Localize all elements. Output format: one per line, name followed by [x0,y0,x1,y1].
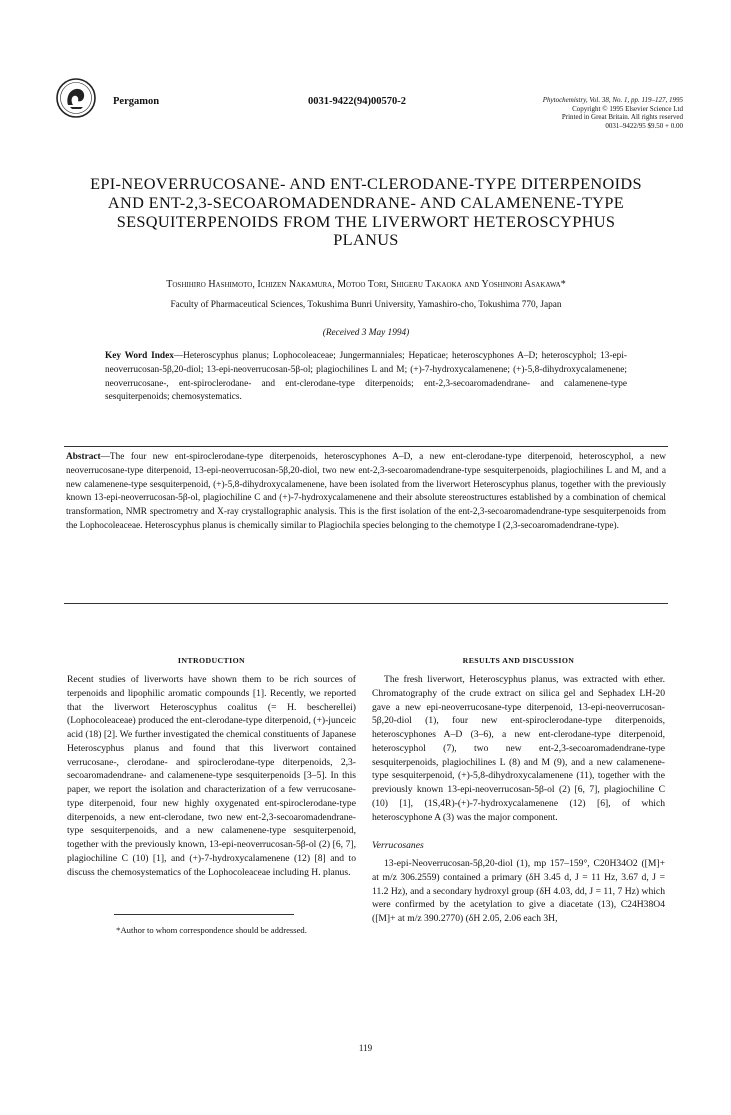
abstract-text: —The four new ent-spiroclerodane-type diterpenoids, heteroscyphones A–D, a new ent-clerodane-type diterpenoid, heteroscyphol, a new neoverrucosane-type diterpenoid, 13-epi-neoverrucosan-5β,20-diol, two new ent-2,3-secoaromadendrane-type sesquiterpenoids, plagiochilines L and M, and a new calamenene-type sesquiterpenoid, (+)-5,8-dihydroxycalamenene, have been isolated from the liverwort Heteroscyphus planus, together with the previously known 13-epi-neoverrucosan-5β-ol, plagiochiline C and (+)-7-hydroxycalamenene and their absolute stereostructures established by a combination of chemical transformation, NMR spectrometry and X-ray crystallographic analysis. This is the first isolation of the ent-2,3-secoaromadendrane-type sesquiterpenoids from the Lophocoleaceae. Heteroscyphus planus is chemically similar to Plagiochila species belonging to the chemotype I (2,3-secoaromadendrane-type). [66,452,666,531]
introduction-text: Recent studies of liverworts have shown them to be rich sources of terpenoids and lipophilic aromatic compounds [1]. Recently, we reported that the liverwort Heteroscyphus coalitus (= H. bescherellei) (Lophocoleaceae) produced the ent-clerodane-type diterpenoid, (+)-junceic acid (18) [2]. We further investigated the chemical constituents of Japanese Heteroscyphus planus and found that this liverwort contained verrucosane-, clerodane- and spiroclerodane-type diterpenoids, 2,3-secoaromadendrane- and calamenene-type sesquiterpenoids [3–5]. In this paper, we report the isolation and characterization of a few verrucosane-type diterpenoid, four new highly oxygenated ent-spiroclerodane-type diterpenoids, a new ent-clerodane, two new ent-2,3-secoaromadendrane-type sesquiterpenoids, and a new calamenene-type sesquiterpenoid, together with the previously known, 13-epi-neoverrucosan-5β-ol (2) [6, 7], plagiochiline C (10) [1], and (+)-7-hydroxycalamenene (12) [8] and to discuss the chemosystematics of the Lophocoleaceae including H. planus. [67,674,356,878]
keyword-text: —Heteroscyphus planus; Lophocoleaceae; Jungermanniales; Hepaticae; heteroscyphones A–D; heteroscyphol; 13-epi-neoverrucosan-5β,20-diol; 13-epi-neoverrucosan-5β-ol; plagiochilines L and M; (+)-7-hydroxycalamenene; (+)-5,8-dihydroxycalamenene; neoverrucosane-, ent-spiroclerodane- and ent-clerodane-type diterpenoids; ent-2,3-secoaromadendrane- and calamenene-type sesquiterpenoids; chemosystematics. [105,351,627,403]
abstract-bottom-rule [64,603,668,604]
title-line-3: SESQUITERPENOIDS FROM THE LIVERWORT HETEROSCYPHUS [116,211,616,231]
copyright-line: Copyright © 1995 Elsevier Science Ltd [572,104,683,113]
received-date: (Received 3 May 1994) [322,328,410,338]
footnote: *Author to whom correspondence should be addressed. [116,925,307,935]
abstract-top-rule [64,446,668,447]
results-heading: RESULTS AND DISCUSSION [462,656,575,665]
keyword-index [105,350,627,405]
title-line-2: AND ENT-2,3-SECOAROMADENDRANE- AND CALAMENENE-TYPE [107,192,625,212]
journal-citation: Phytochemistry, Vol. 38, No. 1, pp. 119–127, 1995 [542,96,683,104]
abstract-label: Abstract [66,452,101,462]
publisher-logo [56,78,96,118]
printed-line: Printed in Great Britain. All rights reserved [561,113,683,122]
author-list: Toshihiro Hashimoto, Ichizen Nakamura, Motoo Tori, Shigeru Takaoka and Yoshinori Asakawa* [166,279,566,290]
title-line-1: EPI-NEOVERRUCOSANE- AND ENT-CLERODANE-TYPE DITERPENOIDS [90,174,642,193]
keyword-label: Key Word Index [105,351,174,361]
price-line: 0031–9422/95 $9.50 + 0.00 [605,121,683,130]
article-code: 0031-9422(94)00570-2 [308,96,406,107]
results-paragraph-2: 13-epi-Neoverrucosan-5β,20-diol (1), mp 157–159°, C20H34O2 ([M]+ at m/z 306.2559) contained a primary (δH 3.45 d, J = 11 Hz, 3.67 d, J = 11.2 Hz), and a secondary hydroxyl group (δH 4.03, dd, J = 11, 7 Hz) which were confirmed by the acetylation to give a diacetate (13), C24H38O4 ([M]+ at m/z 390.2770) (δH 2.05, 2.06 each 3H, [372,858,665,924]
abstract [66,451,666,534]
footnote-rule [114,914,294,915]
journal-info [453,96,683,130]
title-line-4: PLANUS [333,230,399,250]
verrucosanes-subheading: Verrucosanes [372,840,424,851]
affiliation: Faculty of Pharmaceutical Sciences, Tokushima Bunri University, Yamashiro-cho, Tokushima 770, Japan [170,300,562,310]
article-title [60,175,672,250]
results-paragraph-1: The fresh liverwort, Heteroscyphus planus, was extracted with ether. Chromatography of the crude extract on silica gel and Sephadex LH-20 gave a new epi-neoverrucosane-type diterpenoid, 13-epi-neoverrucosan-5β,20-diol (1), four new ent-spiroclerodane-type diterpenoids, heteroscyphones A–D (3–6), a new ent-clerodane-type diterpenoid, heteroscyphol (7), two new ent-2,3-secoaromadendrane-type sesquiterpenoids, plagiochilines L (8) and M (9), and a new calamenene-type sesquiterpenoid, (+)-5,8-dihydroxycalamenene (11), together with the previously known 13-epi-neoverrucosan-5β-ol (2) [6, 7], plagiochiline C (10) [1], (1S,4R)-(+)-7-hydroxycalamenene (12) [6], of which heteroscyphone A (3) was the major component. [372,674,665,823]
page-number: 119 [358,1043,373,1053]
publisher-name: Pergamon [113,96,160,107]
introduction-heading: INTRODUCTION [177,656,246,665]
